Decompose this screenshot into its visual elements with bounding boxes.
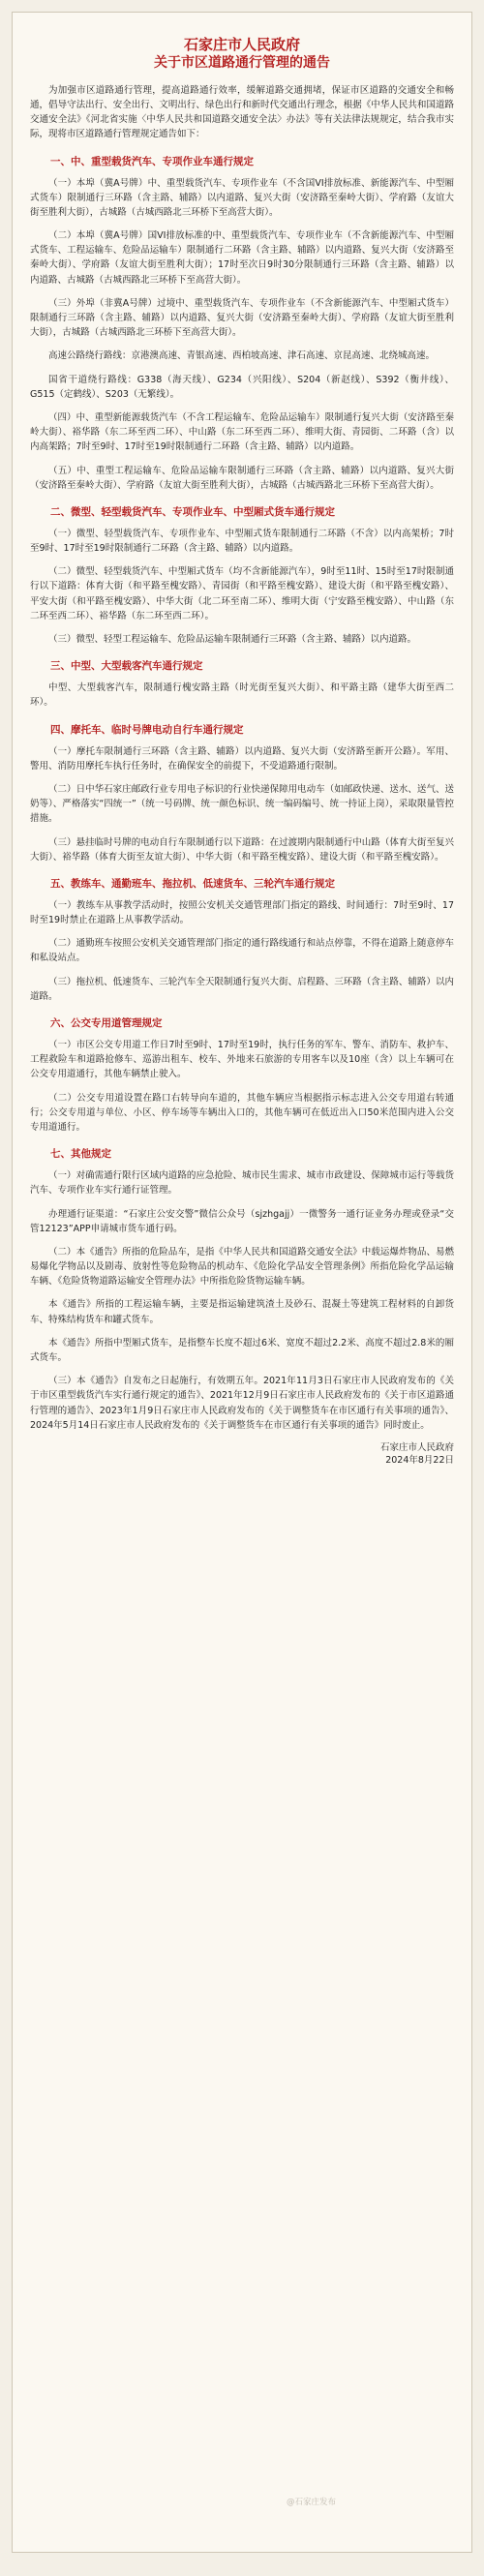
section-heading-5: 五、教练车、通勤班车、拖拉机、低速货车、三轮汽车通行规定 — [50, 877, 335, 890]
section-6-item-1: （一）市区公交专用道工作日7时至9时、17时至19时，执行任务的军车、警车、消防车、救护车、工程救险车和道路抢修车、巡游出租车、校车、外地来石旅游的专用客车以及10座（含）以上车辆可在公交专用道通行，其他车辆禁止驶入。 — [30, 1040, 454, 1080]
section-5-item-3: （三）拖拉机、低速货车、三轮汽车全天限制通行复兴大街、启程路、三环路（含主路、辅路）以内道路。 — [30, 976, 454, 1002]
section-7-van-definition: 本《通告》所指中型厢式货车，是指整车长度不超过6米、宽度不超过2.2米、高度不超过2.8米的厢式货车。 — [30, 1337, 454, 1364]
section-7-item-3: （三）本《通告》自发布之日起施行，有效期五年。2021年11月3日石家庄市人民政府发布的《关于市区重型载货汽车实行通行规定的通告》、2021年12月9日石家庄市人民政府发布的《关于市区道路通行管理的通告》、2023年1月9日石家庄市人民政府发布的《关于调整货车在市区通行有关事项的通告》、2024年5月14日石家庄市人民政府发布的《关于调整货车在市区通行有关事项的通告》同时废止。 — [30, 1376, 454, 1431]
issuing-organization: 石家庄市人民政府 — [183, 36, 300, 53]
section-heading-4: 四、摩托车、临时号牌电动自行车通行规定 — [50, 723, 244, 736]
section-1-item-3: （三）外埠（非冀A号牌）过境中、重型载货汽车、专项作业车（不含新能源汽车、中型厢式货车）限制通行三环路（含主路、辅路）以内道路、复兴大街（安济路至秦岭大街）、学府路（友谊大街至胜利大街），古城路（古城西路北三环桥下至高营大街）。 — [30, 297, 454, 339]
section-7-engineering-vehicle-definition: 本《通告》所指的工程运输车辆，主要是指运输建筑渣土及砂石、混凝土等建筑工程材料的自卸货车、特殊结构货车和罐式货车。 — [30, 1299, 454, 1325]
section-1-item-1: （一）本埠（冀A号牌）中、重型载货汽车、专项作业车（不含国VI排放标准、新能源汽车、中型厢式货车）限制通行三环路（含主路、辅路）以内道路、复兴大街（安济路至秦岭大街）、学府路（友谊大街至胜利大街），古城路（古城西路北三环桥下至高营大街）。 — [30, 177, 454, 218]
section-7-item-2: （二）本《通告》所指的危险品车，是指《中华人民共和国道路交通安全法》中载运爆炸物品、易燃易爆化学物品以及剧毒、放射性等危险物品的机动车、《危险化学品安全管理条例》所指危险化学品运输车辆、《危险货物道路运输安全管理办法》中所指危险货物运输车辆。 — [30, 1246, 454, 1288]
section-6-item-2: （二）公交专用道设置在路口右转导向车道的，其他车辆应当根据指示标志进入公交专用道右转通行；公交专用道与单位、小区、停车场等车辆出入口的，其他车辆可在低近出入口50米范围内进入公交专用道通行。 — [30, 1092, 454, 1133]
section-heading-3: 三、中型、大型载客汽车通行规定 — [50, 660, 203, 673]
section-4-item-3: （三）悬挂临时号牌的电动自行车限制通行以下道路：在过渡期内限制通行中山路（体育大街至复兴大街）、裕华路（体育大街至友谊大街）、中华大街（和平路至槐安路）、建设大街（和平路至槐安路）。 — [30, 836, 454, 863]
section-5-item-2: （二）通勤班车按照公安机关交通管理部门指定的通行路线通行和站点停靠，不得在道路上随意停车和私设站点。 — [30, 938, 454, 964]
section-1-item-4: （四）中、重型新能源载货汽车（不含工程运输车、危险品运输车）限制通行复兴大街（安济路至秦岭大街）、裕华路（东二环至西二环）、中山路（东二环至西二环）、维明大街、青园街、二环路（含）以内高架路；7时至9时、17时至19时限制通行二环路（含主路、辅路）以内道路。 — [30, 411, 454, 453]
section-1-highway-detour: 高速公路绕行路线：京港澳高速、青银高速、西柏坡高速、津石高速、京昆高速、北绕城高速。 — [48, 350, 436, 362]
section-1-national-road-detour: 国省干道绕行路线：G338（海天线）、G234（兴阳线）、S204（新赵线）、S392（衡井线）、G515（定鹤线）、S203（无繁线）。 — [30, 374, 454, 400]
signature-organization: 石家庄市人民政府 — [379, 1441, 454, 1453]
section-7-permit-channel: 办理通行证渠道：“石家庄公安交警”微信公众号（sjzhgajj）一微警务一通行证业务办理或登录“交管12123”APP申请城市货车通行码。 — [30, 1208, 454, 1234]
notice-document — [12, 12, 472, 2553]
section-heading-7: 七、其他规定 — [50, 1148, 111, 1161]
section-4-item-2: （二）日中华石家庄邮政行业专用电子标识的行业快递保障用电动车（如邮政快递、送水、送气、送奶等）、严格落实“四统一”（统一号码牌、统一颜色标识、统一编码编号、统一持证上岗），采取限量管控措施。 — [30, 783, 454, 825]
section-2-item-3: （三）微型、轻型工程运输车、危险品运输车限制通行三环路（含主路、辅路）以内道路。 — [48, 634, 417, 646]
watermark: @石家庄发布 — [286, 2498, 336, 2507]
section-5-item-1: （一）教练车从事教学活动时，按照公安机关交通管理部门指定的路线、时间通行：7时至9时、17时至19时禁止在道路上从事教学活动。 — [30, 899, 454, 926]
notice-title: 关于市区道路通行管理的通告 — [154, 55, 330, 71]
section-2-item-1: （一）微型、轻型载货汽车、专项作业车、中型厢式货车限制通行二环路（不含）以内高架桥；7时至9时、17时至19时限制通行二环路（含主路、辅路）以内道路。 — [30, 528, 454, 555]
section-1-item-2: （二）本埠（冀A号牌）国VI排放标准的中、重型载货汽车、专项作业车（不含新能源汽车、中型厢式货车、工程运输车、危险品运输车）限制通行二环路（含主路、辅路）以内道路、复兴大街（安济路至秦岭大街）、学府路（友谊大街至胜利大街）；17时至次日9时30分限制通行三环路（含主路、辅路）以内道路、古城路（古城西路北三环桥下至高营大街）。 — [30, 230, 454, 286]
section-2-item-2: （二）微型、轻型载货汽车、中型厢式货车（均不含新能源汽车），9时至11时、15时至17时限制通行以下道路：体育大街（和平路至槐安路）、青园街（和平路至槐安路）、建设大街（和平路至槐安路）、平安大街（和平路至槐安路）、中华大街（北二环至南二环）、维明大街（宁安路至槐安路）、中山路（东二环至西二环）、裕华路（东二环至西二环）。 — [30, 566, 454, 621]
section-7-item-1: （一）对确需通行限行区域内道路的应急抢险、城市民生需求、城市市政建设、保障城市运行等载货汽车、专项作业车实行通行证管理。 — [30, 1170, 454, 1197]
section-heading-6: 六、公交专用道管理规定 — [50, 1017, 163, 1030]
section-4-item-1: （一）摩托车限制通行三环路（含主路、辅路）以内道路、复兴大街（安济路至新开公路）。军用、警用、消防用摩托车执行任务时，在确保安全的前提下，不受道路通行限制。 — [30, 745, 454, 772]
section-heading-2: 二、微型、轻型载货汽车、专项作业车、中型厢式货车通行规定 — [50, 505, 335, 518]
section-3-item-1: 中型、大型载客汽车，限制通行槐安路主路（时光街至复兴大街）、和平路主路（建华大街至西二环）。 — [30, 682, 454, 709]
section-heading-1: 一、中、重型载货汽车、专项作业车通行规定 — [50, 155, 254, 167]
section-1-item-5: （五）中、重型工程运输车、危险品运输车限制通行三环路（含主路、辅路）以内道路、复兴大街（安济路至秦岭大街）、学府路（友谊大街至胜利大街），古城路（古城西路北三环桥下至高营大街）。 — [30, 465, 454, 491]
signature-date: 2024年8月22日 — [385, 1455, 454, 1467]
intro-paragraph: 为加强市区道路通行管理，提高道路通行效率，缓解道路交通拥堵，保证市区道路的交通安全和畅通，倡导守法出行、安全出行、文明出行、绿色出行和新时代交通出行理念，根据《中华人民共和国道路交通安全法》《河北省实施〈中华人民共和国道路交通安全法〉办法》等有关法律法规规定，结合我市实际，现将市区道路通行管理规定通告如下： — [30, 84, 454, 140]
